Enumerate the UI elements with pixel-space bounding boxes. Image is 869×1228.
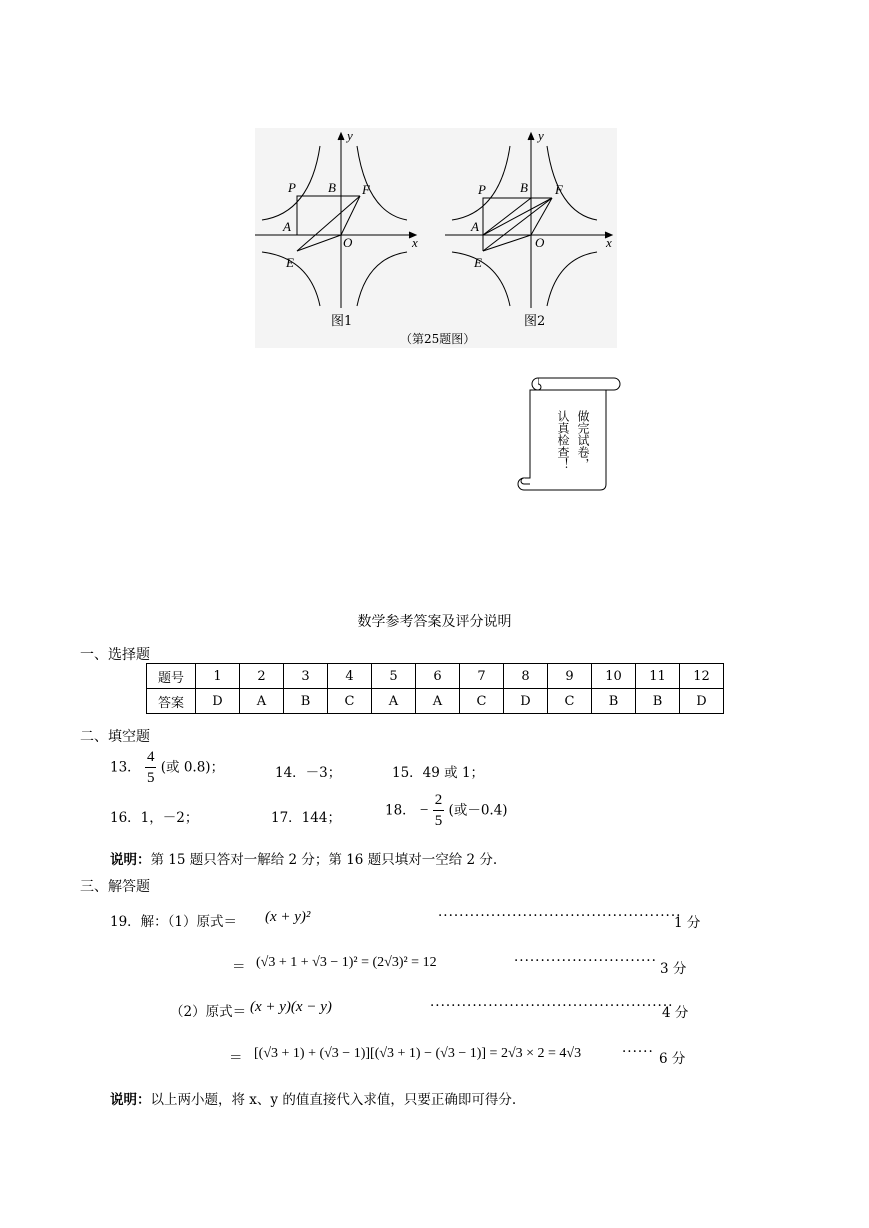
table-cell: 4 <box>328 664 372 689</box>
q19-score4: 6 分 <box>659 1051 686 1067</box>
table-cell: B <box>636 689 680 714</box>
document-title: 数学参考答案及评分说明 <box>357 614 512 630</box>
table-cell: 9 <box>548 664 592 689</box>
scroll-text-col2: 认真检查！ <box>556 410 570 470</box>
q19-expr3: (x + y)(x − y) <box>250 999 332 1015</box>
fig1-label-B: B <box>328 180 336 195</box>
fig1-label-y: y <box>347 128 353 143</box>
q19-prefix: 19．解：（1）原式＝ <box>110 914 238 930</box>
fig2-label-F: F <box>555 182 563 197</box>
q13-alt: (或 0.8)； <box>160 759 225 776</box>
q19-expr4: [(√3 + 1) + (√3 − 1)][(√3 + 1) − (√3 − 1)] = 2√3 × 2 = 4√3 <box>254 1046 582 1061</box>
q19-expr2: (√3 + 1 + √3 − 1)² = (2√3)² = 12 <box>256 955 437 970</box>
answer-q17: 17．144； <box>271 810 341 826</box>
table-cell: 10 <box>592 664 636 689</box>
fig1-caption: 图1 <box>331 314 353 329</box>
table-cell: 8 <box>504 664 548 689</box>
table-cell: C <box>328 689 372 714</box>
fig1-label-F: F <box>362 182 370 197</box>
table-header-answer: 答案 <box>147 689 196 714</box>
section2-note <box>110 848 497 868</box>
scroll-banner <box>514 376 624 492</box>
fig2-label-x: x <box>606 235 612 250</box>
q19-prefix2: （2）原式＝ <box>170 1004 247 1020</box>
table-cell: 7 <box>460 664 504 689</box>
fig2-label-P: P <box>478 182 486 197</box>
table-row-answers <box>147 689 724 714</box>
q19-eq2: ＝ <box>232 959 246 975</box>
table-row-numbers <box>147 664 724 689</box>
section1-heading: 一、选择题 <box>80 647 150 663</box>
q18-label: 18． <box>385 802 416 819</box>
answer-q14: 14．－3； <box>275 765 342 781</box>
q19-score2: 3 分 <box>660 961 687 977</box>
table-cell: B <box>592 689 636 714</box>
table-cell: C <box>460 689 504 714</box>
q19-eq4: ＝ <box>229 1050 243 1066</box>
fig2-caption: 图2 <box>524 314 546 329</box>
figure-25 <box>255 128 617 348</box>
q13-label: 13． <box>110 759 141 776</box>
table-header-number: 题号 <box>147 664 196 689</box>
answer-q15: 15．49 或 1； <box>392 765 485 781</box>
table-cell: A <box>372 689 416 714</box>
table-cell: B <box>284 689 328 714</box>
q18-sign: − <box>419 802 429 819</box>
fig2-label-y: y <box>538 128 544 143</box>
table-cell: D <box>196 689 240 714</box>
answer-q16: 16．1，－2； <box>110 810 199 826</box>
q18-fraction <box>433 793 445 829</box>
scroll-text-col1: 做完试卷， <box>576 410 590 470</box>
q19-score1: 1 分 <box>674 915 701 931</box>
q19-dots1: ·············································· <box>438 908 682 924</box>
q18-numerator: 2 <box>433 793 445 811</box>
figure-caption: （第25题图） <box>400 332 476 346</box>
table-cell: A <box>240 689 284 714</box>
note-text: 第 15 题只答对一解给 2 分；第 16 题只填对一空给 2 分. <box>150 852 498 868</box>
figure-25-svg <box>255 128 617 348</box>
fig2-label-A: A <box>471 219 479 234</box>
q13-fraction <box>145 750 157 786</box>
q18-alt: (或－0.4) <box>448 802 508 819</box>
fig1-label-x: x <box>412 235 418 250</box>
q19-dots3: ·············································· <box>430 998 674 1014</box>
table-cell: 6 <box>416 664 460 689</box>
q19-expr1: (x + y)² <box>265 909 311 925</box>
table-cell: 12 <box>680 664 724 689</box>
fig1-label-P: P <box>288 180 296 195</box>
answer-table <box>146 663 724 714</box>
fig2-label-O: O <box>535 235 545 250</box>
table-cell: 3 <box>284 664 328 689</box>
q13-numerator: 4 <box>145 750 157 768</box>
fig1-label-A: A <box>283 219 291 234</box>
q13-denominator: 5 <box>146 770 155 786</box>
answer-q18 <box>385 793 508 829</box>
table-cell: 11 <box>636 664 680 689</box>
section3-heading: 三、解答题 <box>80 879 150 895</box>
fig2-label-B: B <box>520 180 528 195</box>
fig2-label-E: E <box>474 255 482 270</box>
fig1-label-O: O <box>343 235 353 250</box>
note-label: 说明： <box>110 852 151 868</box>
table-cell: 1 <box>196 664 240 689</box>
fig1-label-E: E <box>286 255 294 270</box>
section3-note <box>110 1088 516 1108</box>
table-cell: A <box>416 689 460 714</box>
note-label: 说明： <box>110 1092 151 1108</box>
section2-heading: 二、填空题 <box>80 729 150 745</box>
note-text: 以上两小题，将 x、y 的值直接代入求值，只要正确即可得分. <box>150 1092 517 1108</box>
q18-denominator: 5 <box>434 813 443 829</box>
answer-q13 <box>110 750 224 786</box>
q19-dots2: ··························· <box>514 953 657 969</box>
q19-score3: 4 分 <box>662 1005 689 1021</box>
table-cell: D <box>504 689 548 714</box>
table-cell: 2 <box>240 664 284 689</box>
table-cell: D <box>680 689 724 714</box>
table-cell: C <box>548 689 592 714</box>
table-cell: 5 <box>372 664 416 689</box>
q19-dots4: ······ <box>622 1044 654 1060</box>
